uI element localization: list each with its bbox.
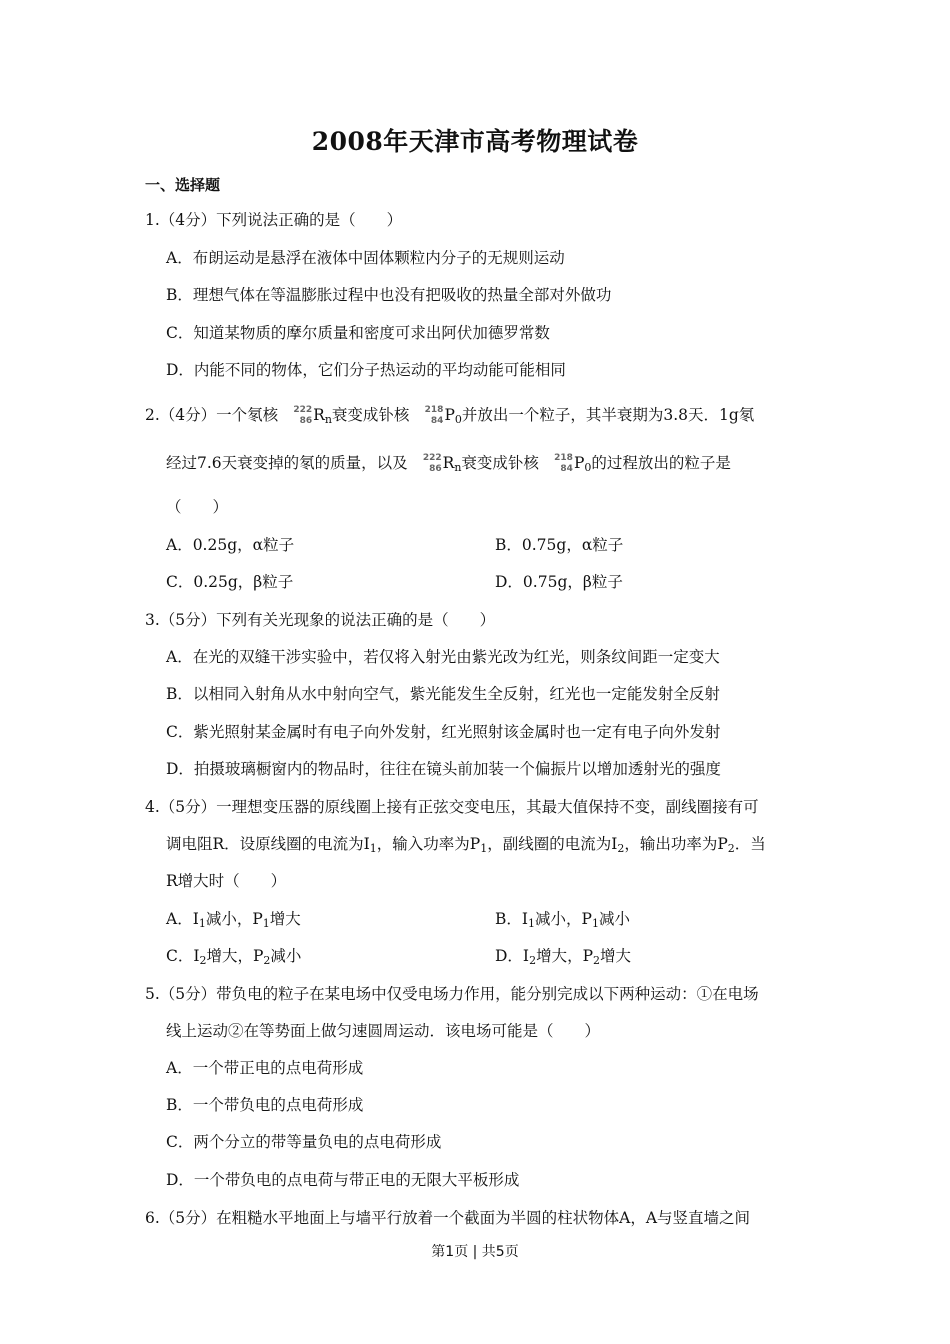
question-2-text: 经过7.6天衰变掉的氡的质量，以及 bbox=[166, 454, 408, 472]
question-4-text: ．当 bbox=[734, 835, 766, 853]
question-4-text: ，输出功率为P bbox=[624, 835, 728, 853]
question-2-option-b: B．0.75g，α粒子 bbox=[495, 536, 624, 554]
question-5-option-c: C．两个分立的带等量负电的点电荷形成 bbox=[166, 1133, 442, 1151]
polonium-symbol: P bbox=[573, 454, 585, 472]
question-2-stem-line-2 bbox=[166, 453, 731, 475]
question-4-option-b bbox=[495, 909, 630, 929]
question-4-text: ，副线圈的电流为I bbox=[487, 835, 618, 853]
question-4-stem-line-3: R增大时（ ） bbox=[166, 872, 287, 890]
question-1-option-d: D．内能不同的物体，它们分子热运动的平均动能可能相同 bbox=[166, 361, 566, 379]
polonium-mass-number: 218 bbox=[554, 453, 573, 463]
option-text: B．I bbox=[495, 910, 529, 928]
radon-symbol: R bbox=[442, 454, 455, 472]
option-text: D．I bbox=[495, 947, 530, 965]
polonium-symbol-sub: 0 bbox=[584, 461, 592, 474]
subscript: 2 bbox=[593, 954, 600, 967]
question-3-option-d: D．拍摄玻璃橱窗内的物品时，往往在镜头前加装一个偏振片以增加透射光的强度 bbox=[166, 760, 721, 778]
question-2-stem-line-3: （ ） bbox=[166, 498, 229, 516]
question-2-text: 衰变成钋核 bbox=[331, 406, 410, 424]
question-5-option-d: D．一个带负电的点电荷与带正电的无限大平板形成 bbox=[166, 1171, 520, 1189]
radon-symbol-sub: n bbox=[324, 413, 332, 426]
question-4-stem-line-1: 4.（5分）一理想变压器的原线圈上接有正弦交变电压，其最大值保持不变，副线圈接有可 bbox=[145, 798, 759, 816]
question-6-stem-line-1: 6.（5分）在粗糙水平地面上与墙平行放着一个截面为半圆的柱状物体A，A与竖直墙之间 bbox=[145, 1209, 751, 1227]
section-heading: 一、选择题 bbox=[145, 176, 221, 194]
radon-nuclide bbox=[424, 453, 442, 475]
question-3-option-c: C．紫光照射某金属时有电子向外发射，红光照射该金属时也一定有电子向外发射 bbox=[166, 723, 721, 741]
subscript: 1 bbox=[528, 917, 536, 930]
polonium-nuclide bbox=[425, 405, 443, 427]
question-4-text: 调电阻R．设原线圈的电流为I bbox=[166, 835, 370, 853]
question-4-text: ，输入功率为P bbox=[376, 835, 481, 853]
question-1-option-a: A．布朗运动是悬浮在液体中固体颗粒内分子的无规则运动 bbox=[166, 249, 565, 267]
option-text: 增大，P bbox=[536, 947, 593, 965]
page-footer: 第1页 | 共5页 bbox=[431, 1244, 519, 1260]
option-text: C．I bbox=[166, 947, 200, 965]
question-5-stem-line-1: 5.（5分）带负电的粒子在某电场中仅受电场力作用，能分别完成以下两种运动：①在电场 bbox=[145, 985, 759, 1003]
polonium-symbol: P bbox=[444, 406, 455, 424]
question-2-stem-line-1 bbox=[145, 405, 754, 427]
option-text: 增大，P bbox=[206, 947, 264, 965]
polonium-nuclide bbox=[555, 453, 573, 475]
subscript: 1 bbox=[480, 842, 488, 855]
subscript: 2 bbox=[617, 842, 625, 855]
question-4-option-d bbox=[495, 946, 631, 966]
option-text: 增大 bbox=[600, 947, 632, 965]
subscript: 1 bbox=[591, 917, 599, 930]
question-2-text: 的过程放出的粒子是 bbox=[591, 454, 731, 472]
polonium-atomic-number: 84 bbox=[430, 416, 444, 426]
option-text: 增大 bbox=[269, 910, 301, 928]
question-4-option-a bbox=[166, 909, 301, 929]
radon-atomic-number: 86 bbox=[429, 464, 442, 474]
option-text: 减小，P bbox=[535, 910, 592, 928]
subscript: 1 bbox=[198, 917, 206, 930]
radon-nuclide bbox=[294, 405, 312, 427]
question-2-option-d: D．0.75g，β粒子 bbox=[495, 573, 623, 591]
radon-symbol: R bbox=[313, 406, 325, 424]
question-4-option-c bbox=[166, 946, 301, 966]
question-4-stem-line-2 bbox=[166, 834, 766, 854]
radon-atomic-number: 86 bbox=[299, 416, 313, 426]
radon-symbol-sub: n bbox=[454, 461, 462, 474]
question-3-stem: 3.（5分）下列有关光现象的说法正确的是（ ） bbox=[145, 611, 496, 629]
question-2-text: 2.（4分）一个氡核 bbox=[145, 406, 279, 424]
radon-mass-number: 222 bbox=[293, 405, 313, 415]
subscript: 1 bbox=[369, 842, 377, 855]
option-text: A．I bbox=[166, 910, 199, 928]
option-text: 减小 bbox=[270, 947, 302, 965]
question-2-text: 衰变成钋核 bbox=[461, 454, 539, 472]
option-text: 减小，P bbox=[205, 910, 263, 928]
subscript: 2 bbox=[263, 954, 271, 967]
question-2-option-a: A．0.25g，α粒子 bbox=[166, 536, 295, 554]
question-3-option-a: A．在光的双缝干涉实验中，若仅将入射光由紫光改为红光，则条纹间距一定变大 bbox=[166, 648, 720, 666]
option-text: 减小 bbox=[598, 910, 630, 928]
question-5-stem-line-2: 线上运动②在等势面上做匀速圆周运动．该电场可能是（ ） bbox=[166, 1022, 601, 1040]
page-title: 2008年天津市高考物理试卷 bbox=[311, 127, 639, 156]
question-2-option-c: C．0.25g，β粒子 bbox=[166, 573, 294, 591]
radon-mass-number: 222 bbox=[422, 453, 442, 463]
question-5-option-a: A．一个带正电的点电荷形成 bbox=[166, 1059, 364, 1077]
subscript: 1 bbox=[262, 917, 270, 930]
question-5-option-b: B．一个带负电的点电荷形成 bbox=[166, 1096, 364, 1114]
subscript: 2 bbox=[529, 954, 537, 967]
subscript: 2 bbox=[199, 954, 207, 967]
question-3-option-b: B．以相同入射角从水中射向空气，紫光能发生全反射，红光也一定能发射全反射 bbox=[166, 685, 720, 703]
question-1-option-b: B．理想气体在等温膨胀过程中也没有把吸收的热量全部对外做功 bbox=[166, 286, 612, 304]
polonium-symbol-sub: 0 bbox=[454, 413, 462, 426]
question-1-stem: 1.（4分）下列说法正确的是（ ） bbox=[145, 211, 403, 229]
subscript: 2 bbox=[727, 842, 735, 855]
polonium-mass-number: 218 bbox=[424, 405, 444, 415]
polonium-atomic-number: 84 bbox=[560, 464, 573, 474]
question-1-option-c: C．知道某物质的摩尔质量和密度可求出阿伏加德罗常数 bbox=[166, 324, 550, 342]
question-2-text: 并放出一个粒子，其半衰期为3.8天．1g氡 bbox=[461, 406, 755, 424]
